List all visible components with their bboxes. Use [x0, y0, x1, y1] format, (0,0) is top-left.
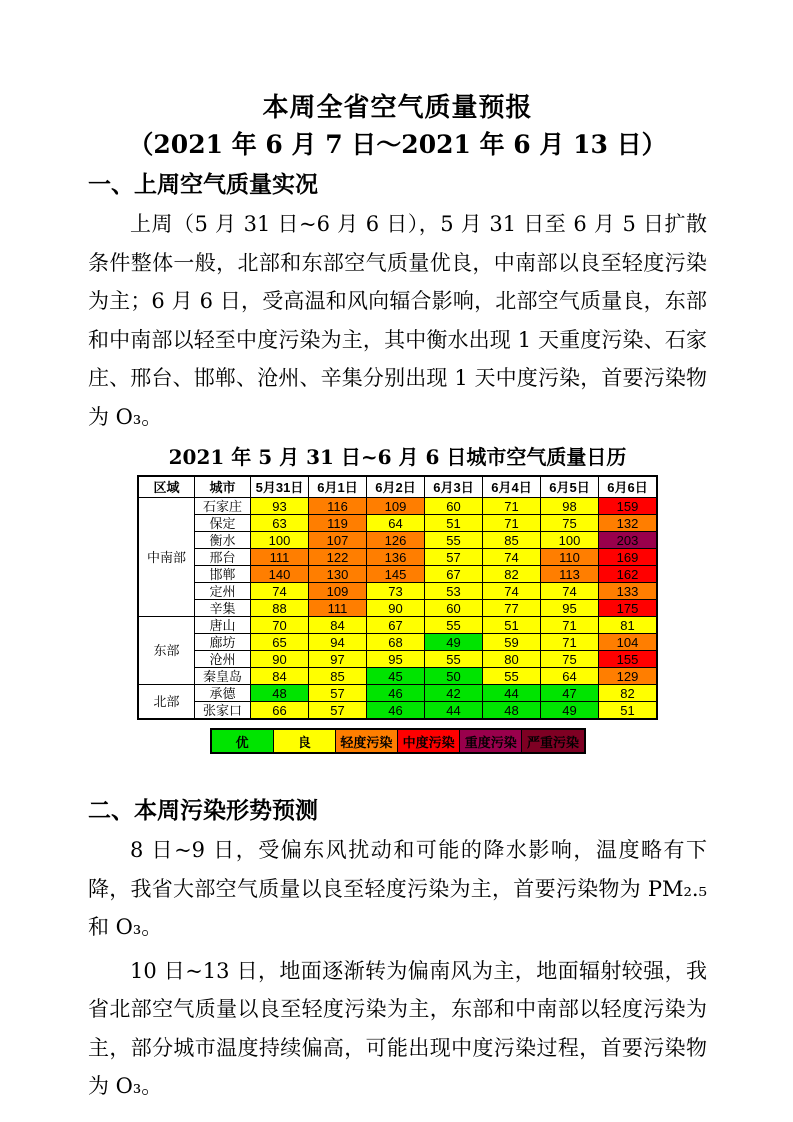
aqi-value-cell: 46	[367, 685, 425, 702]
column-header: 区域	[138, 476, 195, 498]
aqi-value-cell: 57	[425, 549, 483, 566]
aqi-value-cell: 57	[309, 702, 367, 720]
aqi-value-cell: 74	[251, 583, 309, 600]
city-cell: 邢台	[195, 549, 251, 566]
aqi-value-cell: 75	[541, 515, 599, 532]
aqi-value-cell: 49	[425, 634, 483, 651]
section2-paragraph-1: 8 日~9 日，受偏东风扰动和可能的降水影响，温度略有下降，我省大部空气质量以良至轻度污染为主，首要污染物为 PM₂.₅ 和 O₃。	[88, 838, 707, 939]
aqi-value-cell: 48	[483, 702, 541, 720]
aqi-value-cell: 159	[599, 498, 658, 515]
column-header: 6月3日	[425, 476, 483, 498]
region-cell: 中南部	[138, 498, 195, 617]
aqi-value-cell: 73	[367, 583, 425, 600]
table-row	[138, 515, 657, 532]
column-header: 6月6日	[599, 476, 658, 498]
aqi-value-cell: 203	[599, 532, 658, 549]
aqi-value-cell: 60	[425, 600, 483, 617]
city-cell: 秦皇岛	[195, 668, 251, 685]
aqi-value-cell: 45	[367, 668, 425, 685]
aqi-value-cell: 65	[251, 634, 309, 651]
table-row	[138, 498, 657, 515]
aqi-value-cell: 90	[251, 651, 309, 668]
aqi-value-cell: 95	[541, 600, 599, 617]
aqi-value-cell: 94	[309, 634, 367, 651]
aqi-value-cell: 67	[367, 617, 425, 634]
aqi-value-cell: 46	[367, 702, 425, 720]
aqi-value-cell: 116	[309, 498, 367, 515]
aqi-value-cell: 82	[483, 566, 541, 583]
aqi-value-cell: 68	[367, 634, 425, 651]
table-row	[138, 685, 657, 702]
aqi-value-cell: 133	[599, 583, 658, 600]
column-header: 6月2日	[367, 476, 425, 498]
aqi-table-header	[138, 476, 657, 498]
aqi-value-cell: 84	[309, 617, 367, 634]
region-cell: 东部	[138, 617, 195, 685]
aqi-value-cell: 84	[251, 668, 309, 685]
aqi-value-cell: 55	[425, 651, 483, 668]
aqi-value-cell: 97	[309, 651, 367, 668]
column-header: 5月31日	[251, 476, 309, 498]
aqi-value-cell: 126	[367, 532, 425, 549]
section1-heading: 一、上周空气质量实况	[88, 172, 318, 198]
aqi-value-cell: 55	[483, 668, 541, 685]
page-title: 本周全省空气质量预报	[262, 93, 533, 123]
aqi-value-cell: 49	[541, 702, 599, 720]
table-row	[138, 549, 657, 566]
aqi-value-cell: 55	[425, 617, 483, 634]
column-header: 6月4日	[483, 476, 541, 498]
aqi-value-cell: 109	[367, 498, 425, 515]
aqi-value-cell: 51	[425, 515, 483, 532]
table-row	[138, 532, 657, 549]
aqi-value-cell: 113	[541, 566, 599, 583]
aqi-value-cell: 51	[599, 702, 658, 720]
aqi-value-cell: 98	[541, 498, 599, 515]
aqi-value-cell: 155	[599, 651, 658, 668]
aqi-value-cell: 109	[309, 583, 367, 600]
header-row	[138, 476, 657, 498]
column-header: 6月5日	[541, 476, 599, 498]
legend-item: 严重污染	[521, 730, 583, 752]
aqi-legend	[210, 728, 586, 754]
aqi-value-cell: 71	[483, 515, 541, 532]
section1-paragraph: 上周（5 月 31 日~6 月 6 日），5 月 31 日至 6 月 5 日扩散条件整体一般，北部和东部空气质量优良，中南部以良至轻度污染为主；6 月 6 日，受高温和风向辐合影响，北部空气质量良，东部和中南部以轻至中度污染为主，其中衡水出现 1 天重度污染、石家庄、邢台、邯郸、沧州、辛集分别出现 1 天中度污染，首要污染物为 O₃。	[88, 212, 707, 429]
aqi-value-cell: 63	[251, 515, 309, 532]
city-cell: 唐山	[195, 617, 251, 634]
aqi-value-cell: 60	[425, 498, 483, 515]
aqi-value-cell: 88	[251, 600, 309, 617]
table-row	[138, 583, 657, 600]
aqi-table-title: 2021 年 5 月 31 日~6 月 6 日城市空气质量日历	[168, 445, 627, 469]
aqi-value-cell: 71	[483, 498, 541, 515]
aqi-value-cell: 107	[309, 532, 367, 549]
section2-heading: 二、本周污染形势预测	[88, 798, 318, 824]
aqi-value-cell: 111	[309, 600, 367, 617]
section2-paragraph-2: 10 日~13 日，地面逐渐转为偏南风为主，地面辐射较强，我省北部空气质量以良至轻度污染为主，东部和中南部以轻度污染为主，部分城市温度持续偏高，可能出现中度污染过程，首要污染物为 O₃。	[88, 958, 707, 1098]
aqi-value-cell: 81	[599, 617, 658, 634]
table-row	[138, 668, 657, 685]
aqi-value-cell: 136	[367, 549, 425, 566]
aqi-value-cell: 145	[367, 566, 425, 583]
aqi-value-cell: 111	[251, 549, 309, 566]
aqi-value-cell: 175	[599, 600, 658, 617]
city-cell: 承德	[195, 685, 251, 702]
aqi-value-cell: 130	[309, 566, 367, 583]
aqi-value-cell: 132	[599, 515, 658, 532]
page-subtitle: （2021 年 6 月 7 日～2021 年 6 月 13 日）	[128, 130, 667, 159]
legend-item: 中度污染	[397, 730, 459, 752]
aqi-value-cell: 104	[599, 634, 658, 651]
city-cell: 石家庄	[195, 498, 251, 515]
aqi-value-cell: 74	[541, 583, 599, 600]
aqi-value-cell: 71	[541, 617, 599, 634]
aqi-value-cell: 100	[541, 532, 599, 549]
region-cell: 北部	[138, 685, 195, 720]
aqi-value-cell: 57	[309, 685, 367, 702]
city-cell: 定州	[195, 583, 251, 600]
legend-item: 良	[273, 730, 335, 752]
table-row	[138, 566, 657, 583]
aqi-value-cell: 44	[425, 702, 483, 720]
aqi-value-cell: 51	[483, 617, 541, 634]
aqi-value-cell: 74	[483, 549, 541, 566]
aqi-value-cell: 119	[309, 515, 367, 532]
aqi-value-cell: 85	[309, 668, 367, 685]
table-row	[138, 634, 657, 651]
aqi-value-cell: 44	[483, 685, 541, 702]
aqi-value-cell: 48	[251, 685, 309, 702]
city-cell: 邯郸	[195, 566, 251, 583]
city-cell: 衡水	[195, 532, 251, 549]
city-cell: 张家口	[195, 702, 251, 720]
aqi-value-cell: 59	[483, 634, 541, 651]
aqi-value-cell: 64	[367, 515, 425, 532]
aqi-value-cell: 169	[599, 549, 658, 566]
aqi-value-cell: 93	[251, 498, 309, 515]
table-row	[138, 702, 657, 720]
aqi-value-cell: 82	[599, 685, 658, 702]
city-cell: 沧州	[195, 651, 251, 668]
city-cell: 廊坊	[195, 634, 251, 651]
table-row	[138, 617, 657, 634]
aqi-value-cell: 90	[367, 600, 425, 617]
aqi-value-cell: 100	[251, 532, 309, 549]
aqi-value-cell: 55	[425, 532, 483, 549]
aqi-value-cell: 50	[425, 668, 483, 685]
legend-item: 轻度污染	[335, 730, 397, 752]
table-row	[138, 600, 657, 617]
aqi-value-cell: 140	[251, 566, 309, 583]
aqi-value-cell: 75	[541, 651, 599, 668]
column-header: 城市	[195, 476, 251, 498]
column-header: 6月1日	[309, 476, 367, 498]
aqi-value-cell: 129	[599, 668, 658, 685]
aqi-value-cell: 95	[367, 651, 425, 668]
city-cell: 辛集	[195, 600, 251, 617]
aqi-value-cell: 42	[425, 685, 483, 702]
aqi-value-cell: 71	[541, 634, 599, 651]
aqi-value-cell: 77	[483, 600, 541, 617]
aqi-value-cell: 64	[541, 668, 599, 685]
legend-item: 优	[212, 730, 273, 752]
aqi-value-cell: 53	[425, 583, 483, 600]
aqi-value-cell: 85	[483, 532, 541, 549]
aqi-value-cell: 80	[483, 651, 541, 668]
aqi-value-cell: 162	[599, 566, 658, 583]
legend-item: 重度污染	[459, 730, 521, 752]
aqi-value-cell: 67	[425, 566, 483, 583]
aqi-value-cell: 66	[251, 702, 309, 720]
aqi-value-cell: 47	[541, 685, 599, 702]
city-cell: 保定	[195, 515, 251, 532]
aqi-calendar-table	[137, 475, 658, 720]
aqi-value-cell: 110	[541, 549, 599, 566]
aqi-table-body	[138, 498, 657, 720]
aqi-value-cell: 70	[251, 617, 309, 634]
aqi-value-cell: 74	[483, 583, 541, 600]
table-row	[138, 651, 657, 668]
aqi-value-cell: 122	[309, 549, 367, 566]
